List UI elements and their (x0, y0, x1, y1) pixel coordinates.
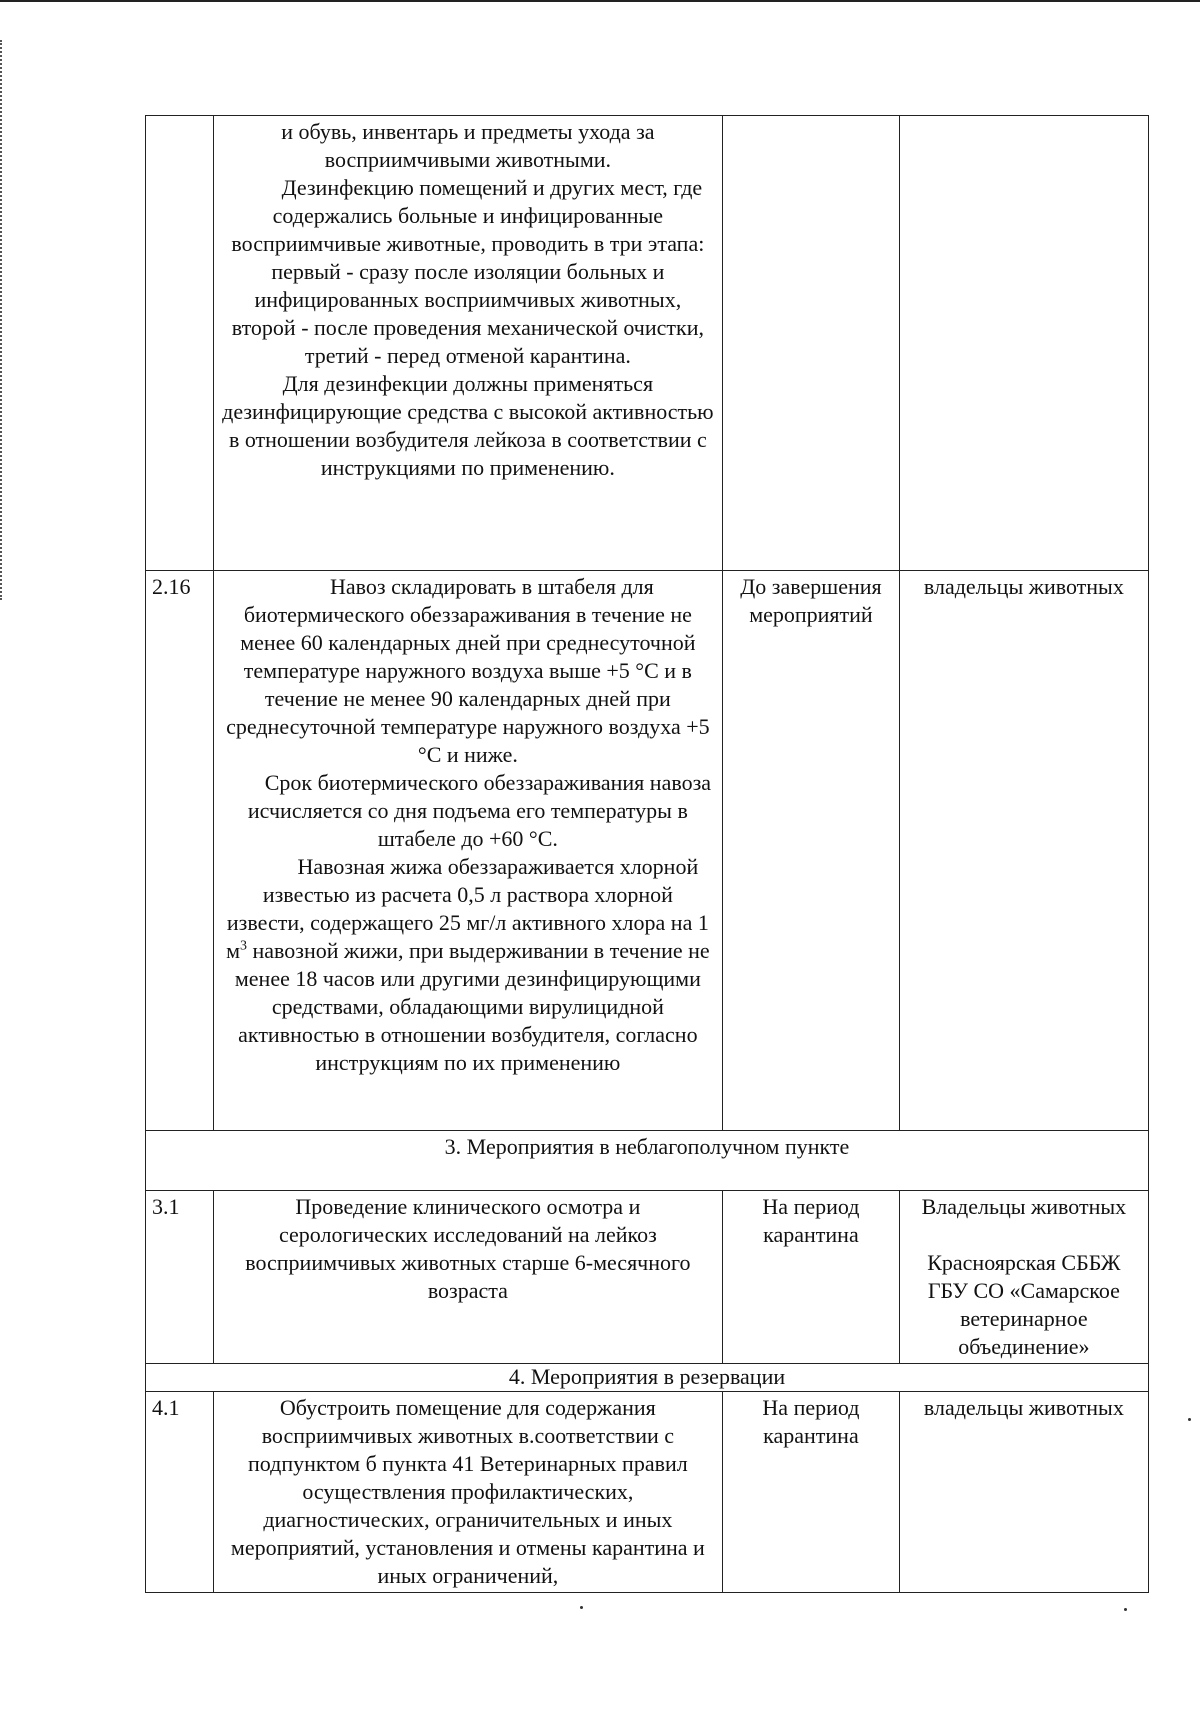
responsible-line: Владельцы животных (921, 1194, 1127, 1219)
row-number: 3.1 (146, 1191, 214, 1364)
scan-speck (1188, 1418, 1191, 1421)
row-term: До завершения мероприятий (723, 571, 900, 1131)
scan-speck (580, 1606, 583, 1609)
scan-left-edge-marks (0, 40, 4, 600)
description-paragraph: Навоз складировать в штабеля для биотермического обеззараживания в течение не менее 60 календарных дней при среднесуточной температуре наружного воздуха выше +5 °С и в течение не менее 90 календарных дней при среднесуточной температуре наружного воздуха +5 °С и ниже. (226, 574, 710, 767)
description-paragraph: Срок биотермического обеззараживания навоза исчисляется со дня подъема его температуры в штабеле до +60 °С. (247, 770, 712, 851)
table-row (146, 571, 1149, 1131)
row-term (723, 116, 900, 571)
description-text: навозной жижи, при выдерживании в течение не менее 18 часов или другими дезинфицирующими средствами, обладающими вирулицидной активностью в отношении возбудителя, согласно инструкциям по их применению (234, 938, 710, 1075)
superscript-3: 3 (239, 938, 247, 954)
row-number (146, 116, 214, 571)
row-description (213, 571, 723, 1131)
row-responsible: владельцы животных (899, 1392, 1148, 1593)
row-description: Проведение клинического осмотра и серологических исследований на лейкоз восприимчивых животных старше 6-месячного возраста (213, 1191, 723, 1364)
section-heading: 4. Мероприятия в резервации (146, 1364, 1149, 1392)
responsible-line: Красноярская СББЖ ГБУ СО «Самарское ветеринарное объединение» (927, 1250, 1121, 1359)
table-row (146, 116, 1149, 571)
row-responsible (899, 1191, 1148, 1364)
section-heading: 3. Мероприятия в неблагополучном пункте (146, 1131, 1149, 1191)
row-description: Обустроить помещение для содержания восприимчивых животных в.соответствии с подпунктом б пункта 41 Ветеринарных правил осуществления профилактических, диагностических, ограничительных и иных мероприятий, установления и отмены карантина и иных ограничений, (213, 1392, 723, 1593)
blank-line (908, 1221, 1140, 1249)
description-paragraph: Дезинфекцию помещений и других мест, где содержались больные и инфицированные восприимчивые животные, проводить в три этапа: первый - сразу после изоляции больных и инфицированных восприимчивых животных, второй - после проведения механической очистки, третий - перед отменой карантина. (231, 175, 705, 368)
row-number: 4.1 (146, 1392, 214, 1593)
row-term: На период карантина (723, 1191, 900, 1364)
row-term: На период карантина (723, 1392, 900, 1593)
table-row (146, 1191, 1149, 1364)
description-text: Навозная жижа обеззараживается хлорной известью из расчета 0,5 л раствора хлорной извести, содержащего 25 мг/л активного хлора на 1 м (226, 854, 709, 963)
scan-speck (1124, 1608, 1127, 1611)
description-paragraph: и обувь, инвентарь и предметы ухода за восприимчивыми животными. (281, 119, 655, 172)
measures-table (145, 115, 1149, 1593)
table-row (146, 1392, 1149, 1593)
row-responsible: владельцы животных (899, 571, 1148, 1131)
description-paragraph (222, 853, 715, 1077)
page-top-border (0, 0, 1200, 2)
row-number: 2.16 (146, 571, 214, 1131)
section-row (146, 1364, 1149, 1392)
description-paragraph: Для дезинфекции должны применяться дезинфицирующие средства с высокой активностью в отношении возбудителя лейкоза в соответствии с инструкциями по применению. (222, 371, 714, 480)
row-description (213, 116, 723, 571)
row-responsible (899, 116, 1148, 571)
section-row (146, 1131, 1149, 1191)
